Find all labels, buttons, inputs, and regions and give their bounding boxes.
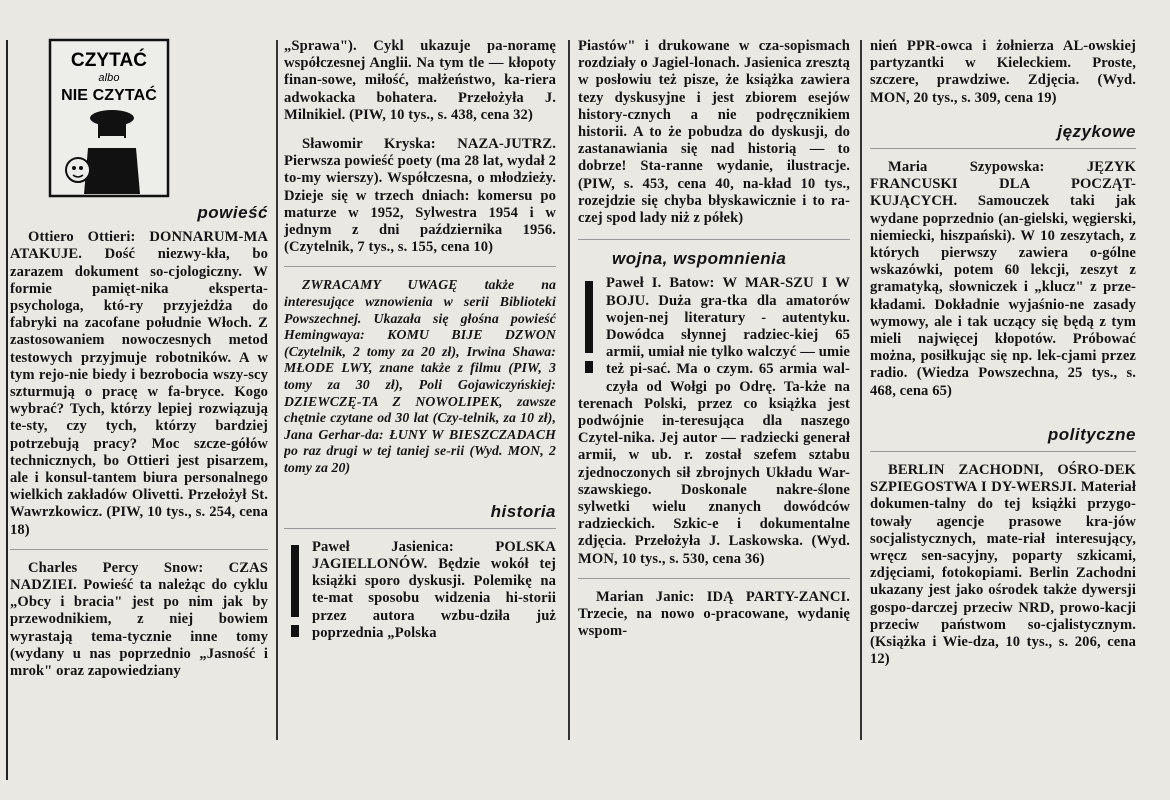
author-snow: Charles Percy Snow: (28, 559, 204, 576)
review-janic-continued: nień PPR-owca i żołnierza AL-owskiej partyzantki w Kieleckiem. Proste, szczere, prawdziwe. Zdjęcia. (Wyd. MON, 20 tys., s. 309, cena 19) (870, 38, 1136, 106)
section-heading-historia: historia (490, 501, 556, 521)
left-border-rule (6, 40, 8, 780)
section-heading-wojna: wojna, wspomnienia (612, 249, 787, 269)
reader-figure-icon (48, 38, 170, 198)
review-kryska-text: NAZA-JUTRZ. Pierwsza powieść poety (ma 28 lat, wydał 2 to-my wierszy). Współczesna, o młodzieży. Dzieje się w trzech dniach: komersu po maturze w 1952, Sylwestra 1954 i w jednym z dni października 1956. (Czytelnik, 7 tys., s. 155, cena 10) (284, 136, 556, 256)
review-szypowska (870, 159, 1136, 400)
review-snow (10, 560, 268, 680)
review-jasienica (284, 539, 556, 642)
exclamation-icon (578, 279, 600, 379)
column-rule-2 (568, 40, 570, 740)
author-szypowska: Maria Szypowska: (888, 159, 1045, 176)
column-rule-1 (276, 40, 278, 740)
logo-line-1: CZYTAĆ (70, 50, 148, 71)
czytac-logo (48, 38, 170, 198)
column-3 (578, 38, 850, 790)
review-snow-text: CZAS NADZIEI. Powieść ta należąc do cyklu „Obcy i bracia" jest po nim jak by przewodnikiem, z niej bowiem wyrastają tema-tycznie inne tomy (wydany u nas poprzednio „Jasność i mrok" oraz zapowiedziany (10, 559, 268, 680)
author-jasienica: Paweł Jasienica: (312, 538, 454, 555)
section-heading-polityczne: polityczne (1047, 424, 1136, 444)
author-ottieri: Ottiero Ottieri: (28, 229, 136, 246)
review-separator (284, 528, 556, 529)
logo-line-3: NIE CZYTAĆ (61, 87, 157, 104)
section-heading-jezykowe: językowe (1057, 121, 1136, 141)
exclamation-icon (284, 543, 306, 643)
review-ottieri (10, 229, 268, 539)
review-separator (578, 239, 850, 240)
column-1 (10, 38, 268, 790)
review-snow-continued: „Sprawa"). Cykl ukazuje pa-noramę współczesnej Anglii. Na tym tle — kłopoty finan-sowe, miłość, małżeństwo, ka-riera adwokacka bohatera. Przełożyła J. Milnikiel. (PIW, 10 tys., s. 438, cena 32) (284, 38, 556, 123)
review-kryska (284, 136, 556, 256)
review-separator (284, 266, 556, 267)
review-jasienica-continued: Piastów" i drukowane w cza-sopismach rozdziały o Jagiel-lonach. Jasienica zresztą w posłowiu też pisze, że książka zawiera tezy dyskusyjne i jest zbiorem esejów history-cznych a nie podręcznikiem historii. A to że pobudza do dyskusji, do zastanawiania się nad historią — to dobrze! Sta-ranne wydanie, ilustracje. (PIW, s. 453, cena 40, na-kład 10 tys., rozejdzie się chyba błyskawicznie i to ra-czej spod lady niż z półek) (578, 38, 850, 227)
review-ottieri-text: DONNARUM-MA ATAKUJE. Dość niezwy-kła, bo zarazem dokument so-cjologiczny. W formie pamięt-nika eksperta-psychologa, któ-ry przyjeżdża do fabryki na zacofane południe Włoch. Z zastosowaniem nowoczesnych metod testowych przyjmuje robotników. A w tym rejo-nie biedy i bezrobocia wszy-scy szturmują o pracę w fa-bryce. Kogo wybrać? Tych, którzy lepiej rozwiązują te-sty, czy tych, którzy bardziej potrzebują pracy? Moc szcze-gółów technicznych, bo Ottieri jest pisarzem, ale i konsul-tantem biura personalnego wielkich zakładów Olivetti. Przełożył St. Wawrzkowicz. (PIW, 10 tys., s. 254, cena 18) (10, 229, 268, 538)
review-batow-text: W MAR-SZU I W BOJU. Duża gra-tka dla amatorów wojen-nej literatury - autentyku. Dowódca słynnej radziec-kiej 65 armii, umiał nie tylko walczyć — umie też pi-sać. Ma o czym. 65 armia wal-czyła od Wołgi po Odrę. Ta-kże na terenach Polski, przez co książka jest podwójnie in-teresująca dla naszego Czytel-nika. Jej autor — radziecki generał armii, w ub. r. został szefem sztabu zjednoczonych sił zbrojnych Układu War-szawskiego. Doskonale nakre-ślone sylwetki wielu znanych dowódców radzieckich. Szkic-e i dokumentalne zdjęcia. Przełożyła J. Laskowska. (Wyd. MON, 10 tys., s. 530, cena 36) (578, 275, 850, 567)
logo-line-2: albo (98, 72, 120, 84)
review-jasienica-text: POLSKA JAGIELLONÓW. Będzie wokół tej książki sporo dyskusji. Polemikę na te-mat sposobu widzenia hi-storii przez autora wzbu-dziła już poprzednia „Polska (312, 538, 556, 641)
author-janic: Marian Janic: (596, 588, 695, 605)
review-separator (870, 148, 1136, 149)
author-batow: Paweł I. Batow: (606, 275, 715, 292)
review-szypowska-text: JĘZYK FRANCUSKI DLA POCZĄT-KUJĄCYCH. Samouczek taki jak wydane poprzednio (an-gielski, węgierski, niemiecki, hiszpański). W 10 zeszytach, z których pierwszy zawiera o-gólne wskazówki, potem 60 lekcji, zeszyt z gramatyką, słowniczek i „klucz" z prze-kładami. Dokładnie wyjaśnio-ne zasady wymowy, ale i tak uczący się będą z tym mieli najwięcej kłopotów. Próbować można, posiłkując się np. lek-cjami przez radio. (Wiedza Powszechna, 25 tys., s. 468, cena 65) (870, 159, 1136, 399)
section-heading-powiesc: powieść (197, 203, 268, 222)
notice-zwracamy-uwage: ZWRACAMY UWAGĘ także na interesujące wznowienia w serii Biblioteki Powszechnej. Ukazała się głośna powieść Hemingwaya: KOMU BIJE DZWON (Czytelnik, 2 tomy za 20 zł), Irwina Shawa: MŁODE LWY, znane także z filmu (PIW, 3 tomy za 30 zł), Poli Gojawiczyńskiej: DZIEWCZĘ-TA Z NOWOLIPEK, zawsze chętnie czytane od 30 lat (Czy-telnik, za 10 zł), Jana Gerhar-da: ŁUNY W BIESZCZADACH po raz drugi w tej taniej se-rii (Wyd. MON, 2 tomy za 20) (284, 277, 556, 475)
review-janic (578, 589, 850, 641)
review-batow (578, 275, 850, 567)
review-separator (10, 549, 268, 550)
review-berlin-zachodni: BERLIN ZACHODNI, OŚRO-DEK SZPIEGOSTWA I DY-WERSJI. Materiał dokumen-talny do tej książki przygo-towały agencje prasowe kra-jów socjalistycznych, mate-riał interesujący, wręcz sen-sacyjny, poparty szkicami, zdjęciami, fotokopiami. Berlin Zachodni ukazany jest jako ośrodek także dywersji gospo-darczej przeciw NRD, prowo-kacji przeciw państwom so-cjalistycznym. (Książka i Wie-dza, 10 tys., s. 206, cena 12) (870, 462, 1136, 668)
column-4 (870, 38, 1136, 790)
review-separator (578, 578, 850, 579)
column-2 (284, 38, 556, 790)
author-kryska: Sławomir Kryska: (302, 136, 436, 153)
review-separator (870, 451, 1136, 452)
review-janic-text: IDĄ PARTY-ZANCI. Trzecie, na nowo o-pracowane, wydanię wspom- (578, 588, 850, 640)
column-rule-3 (860, 40, 862, 740)
